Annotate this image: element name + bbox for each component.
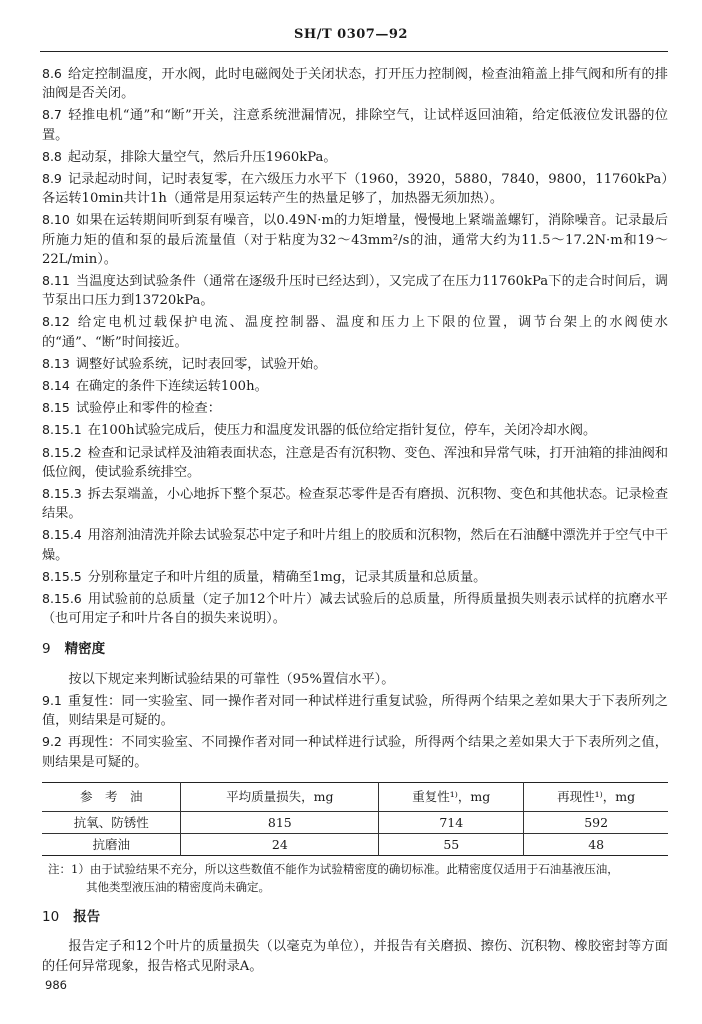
clause-paragraph <box>42 443 668 482</box>
section-9-heading <box>42 640 668 659</box>
clause-number: 9.1 <box>42 692 62 708</box>
section-title: 精密度 <box>64 641 106 658</box>
table-note <box>48 860 668 896</box>
clause-number: 8.14 <box>42 378 70 394</box>
clause-paragraph <box>42 64 668 103</box>
clause-text: 给定电机过载保护电流、温度控制器、温度和压力上下限的位置，调节台架上的水阀使水的“通”、“断”时间接近。 <box>42 315 668 350</box>
clause-text: 试验停止和零件的检查： <box>75 401 221 417</box>
clause-paragraph <box>42 312 668 351</box>
clause-paragraph <box>42 271 668 310</box>
table-cell: 24 <box>181 833 379 855</box>
clause-number: 8.12 <box>42 314 70 330</box>
clause-text: 轻推电机“通”和“断”开关，注意系统泄漏情况，排除空气，让试样返回油箱，给定低液位发讯器的位置。 <box>42 108 668 143</box>
clause-text: 再现性：不同实验室、不同操作者对同一种试样进行试验，所得两个结果之差如果大于下表所列之值，则结果是可疑的。 <box>42 735 668 770</box>
clause-text: 检查和记录试样及油箱表面状态，注意是否有沉积物、变色、浑浊和异常气味，打开油箱的排油阀和低位阀，使试验系统排空。 <box>42 445 669 480</box>
table-header-cell: 再现性¹⁾，mg <box>524 782 668 811</box>
table-cell: 抗氧、防锈性 <box>42 811 181 833</box>
clause-number: 8.15.4 <box>42 527 82 543</box>
clause-paragraph <box>42 398 668 418</box>
clause-paragraph <box>42 376 668 396</box>
section-8-list <box>42 64 668 628</box>
clause-text: 重复性：同一实验室、同一操作者对同一种试样进行重复试验，所得两个结果之差如果大于下表所列之值，则结果是可疑的。 <box>42 693 668 729</box>
table-header-cell: 重复性¹⁾，mg <box>379 782 524 811</box>
section-title: 报告 <box>73 909 101 926</box>
table-header-row <box>42 782 668 811</box>
clause-text: 如果在运转期间听到泵有噪音，以0.49N·m的力矩增量，慢慢地上紧端盖螺钉，消除噪音。记录最后所施力矩的值和泵的最后流量值（对于粘度为32～43mm²/s的油，通常大约为11.5～17.2N·m和19～22L/min）。 <box>42 213 668 267</box>
clause-text: 分别称量定子和叶片组的质量，精确至1mg，记录其质量和总质量。 <box>87 569 487 585</box>
clause-paragraph <box>42 210 668 269</box>
document-body <box>42 64 668 978</box>
clause-number: 8.11 <box>42 273 70 289</box>
clause-paragraph <box>42 147 668 167</box>
section-9-intro: 按以下规定来判断试验结果的可靠性（95%置信水平）。 <box>68 671 395 687</box>
clause-paragraph <box>42 567 668 587</box>
clause-text: 在100h试验完成后，使压力和温度发讯器的低位给定指针复位，停车，关闭冷却水阀。 <box>87 423 597 439</box>
clause-number: 9.2 <box>42 734 62 750</box>
clause-paragraph <box>42 691 668 730</box>
clause-number: 8.9 <box>42 171 62 187</box>
clause-number: 8.13 <box>42 355 70 371</box>
clause-number: 8.15.6 <box>42 591 82 607</box>
table-header-cell: 参 考 油 <box>42 782 181 811</box>
section-number: 10 <box>42 909 60 926</box>
table-note-line: 注：1）由于试验结果不充分，所以这些数值不能作为试验精密度的确切标准。此精密度仅适用于石油基液压油， <box>48 862 619 877</box>
clause-number: 8.6 <box>42 66 62 81</box>
section-9-list <box>42 691 668 772</box>
table-cell: 55 <box>379 833 524 855</box>
clause-number: 8.8 <box>42 148 62 164</box>
table-row <box>42 833 668 855</box>
table-header-cell: 平均质量损失，mg <box>181 782 379 811</box>
table-cell: 抗磨油 <box>92 836 130 852</box>
section-number: 9 <box>42 641 51 658</box>
clause-text: 用试验前的总质量（定子加12个叶片）减去试验后的总质量，所得质量损失则表示试样的抗磨水平（也可用定子和叶片各自的损失来说明）。 <box>42 592 668 627</box>
section-10-text: 报告定子和12个叶片的质量损失（以毫克为单位），并报告有关磨损、擦伤、沉积物、橡胶密封等方面的任何异常现象，报告格式见附录A。 <box>42 939 668 974</box>
clause-number: 8.15.5 <box>42 568 82 584</box>
table-row <box>42 811 668 833</box>
clause-number: 8.15 <box>42 400 70 416</box>
clause-number: 8.15.3 <box>42 486 82 502</box>
clause-paragraph <box>42 589 668 628</box>
clause-number: 8.15.1 <box>42 422 82 438</box>
clause-paragraph <box>42 105 668 144</box>
standard-code-header: SH/T 0307—92 <box>294 27 408 42</box>
precision-table <box>42 782 668 856</box>
clause-text: 调整好试验系统，记时表回零，试验开始。 <box>75 356 327 372</box>
clause-text: 拆去泵端盖，小心地拆下整个泵芯。检查泵芯零件是否有磨损、沉积物、变色和其他状态。记录检查结果。 <box>42 487 669 522</box>
clause-text: 记录起动时间，记时表复零，在六级压力水平下（1960，3920，5880，7840，9800，11760kPa）各运转10min共计1h（通常是用泵运转产生的热量足够了，加热器无须加热）。 <box>42 172 668 207</box>
section-10-heading <box>42 908 668 927</box>
clause-text: 用溶剂油清洗并除去试验泵芯中定子和叶片组上的胶质和沉积物，然后在石油醚中漂洗并于空气中干燥。 <box>42 528 669 563</box>
clause-paragraph <box>42 484 668 523</box>
table-cell: 815 <box>181 811 379 833</box>
table-cell: 592 <box>524 811 668 833</box>
clause-paragraph <box>42 354 668 374</box>
clause-paragraph <box>42 169 668 208</box>
table-cell: 714 <box>379 811 524 833</box>
clause-text: 当温度达到试验条件（通常在逐级升压时已经达到），又完成了在压力11760kPa下的走合时间后，调节泵出口压力到13720kPa。 <box>42 274 668 309</box>
clause-paragraph <box>42 420 668 440</box>
clause-number: 8.7 <box>42 107 62 123</box>
clause-text: 给定控制温度，开水阀，此时电磁阀处于关闭状态，打开压力控制阀，检查油箱盖上排气阀和所有的排油阀是否关闭。 <box>42 67 668 102</box>
clause-number: 8.10 <box>42 212 70 228</box>
header-rule <box>40 51 668 52</box>
table-cell: 48 <box>524 833 668 855</box>
clause-text: 起动泵，排除大量空气，然后升压1960kPa。 <box>67 149 337 165</box>
clause-paragraph <box>42 525 668 564</box>
table-note-line: 其他类型液压油的精密度尚未确定。 <box>86 880 270 895</box>
clause-text: 在确定的条件下连续运转100h。 <box>75 379 268 395</box>
clause-number: 8.15.2 <box>42 444 82 460</box>
clause-paragraph <box>42 732 668 771</box>
page-number: 986 <box>45 978 67 992</box>
